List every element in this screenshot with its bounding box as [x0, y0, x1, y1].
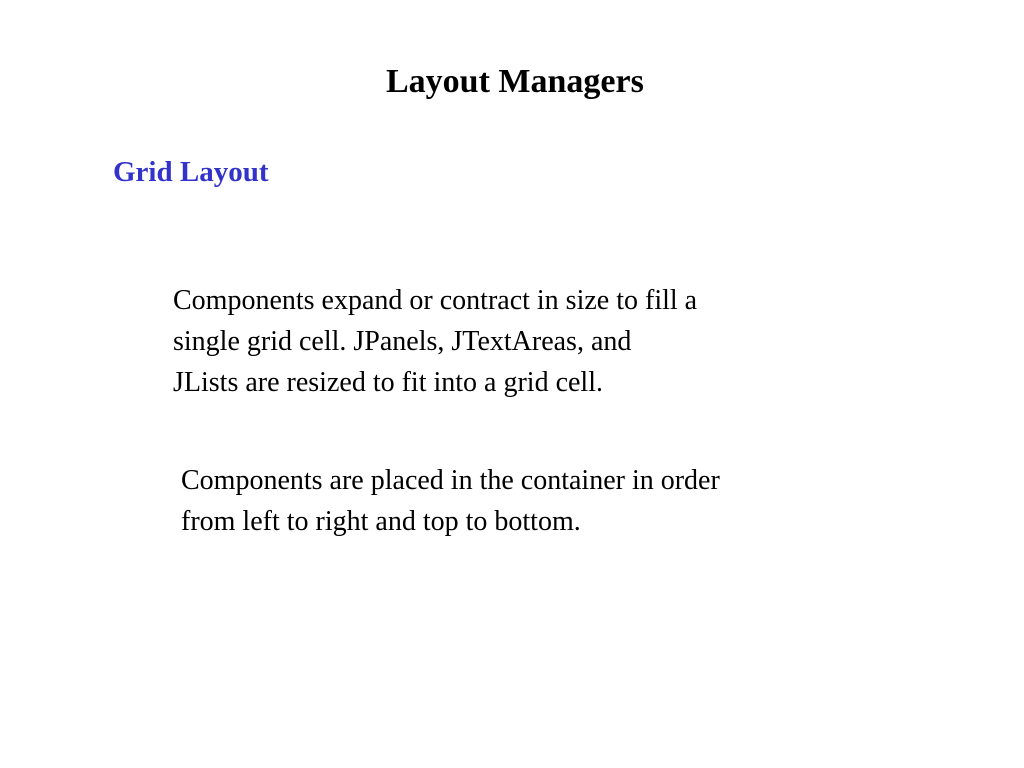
paragraph-component-order — [181, 460, 720, 542]
paragraph-line: Components expand or contract in size to fill a — [173, 285, 698, 316]
section-heading: Grid Layout — [113, 156, 269, 188]
paragraph-line: Components are placed in the container in order — [181, 465, 720, 496]
paragraph-line: single grid cell. JPanels, JTextAreas, and — [173, 326, 632, 357]
paragraph-line: JLists are resized to fit into a grid cell. — [173, 367, 603, 398]
paragraph-line: from left to right and top to bottom. — [181, 506, 581, 537]
slide-title: Layout Managers — [386, 63, 644, 100]
paragraph-component-sizing — [173, 280, 697, 403]
